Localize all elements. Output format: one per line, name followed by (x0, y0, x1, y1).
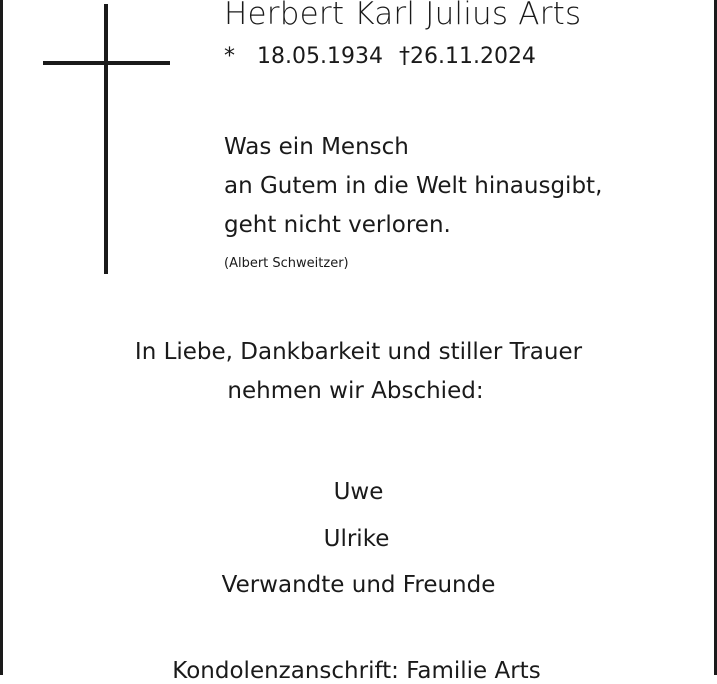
birth-date: 18.05.1934 (257, 44, 383, 69)
cross-horizontal-bar (43, 61, 170, 65)
family-member: Uwe (333, 479, 384, 505)
birth-symbol: * (224, 44, 235, 69)
family-member: Verwandte und Freunde (221, 572, 496, 598)
family-member: Ulrike (323, 526, 390, 552)
death-symbol: † (398, 44, 410, 69)
quote-line: Was ein Mensch (224, 134, 409, 160)
mourning-line: In Liebe, Dankbarkeit und stiller Trauer (134, 339, 583, 365)
quote-line: an Gutem in die Welt hinausgibt, (224, 173, 603, 199)
quote (224, 128, 602, 245)
life-dates (224, 44, 536, 69)
death-date: 26.11.2024 (409, 44, 536, 69)
quote-author: (Albert Schweitzer) (224, 256, 349, 271)
condolence-address: Kondolenzanschrift: Familie Arts (172, 658, 541, 684)
quote-line: geht nicht verloren. (224, 212, 451, 238)
cross-vertical-bar (104, 4, 108, 274)
mourning-line: nehmen wir Abschied: (227, 378, 484, 404)
deceased-name: Herbert Karl Julius Arts (224, 0, 582, 32)
